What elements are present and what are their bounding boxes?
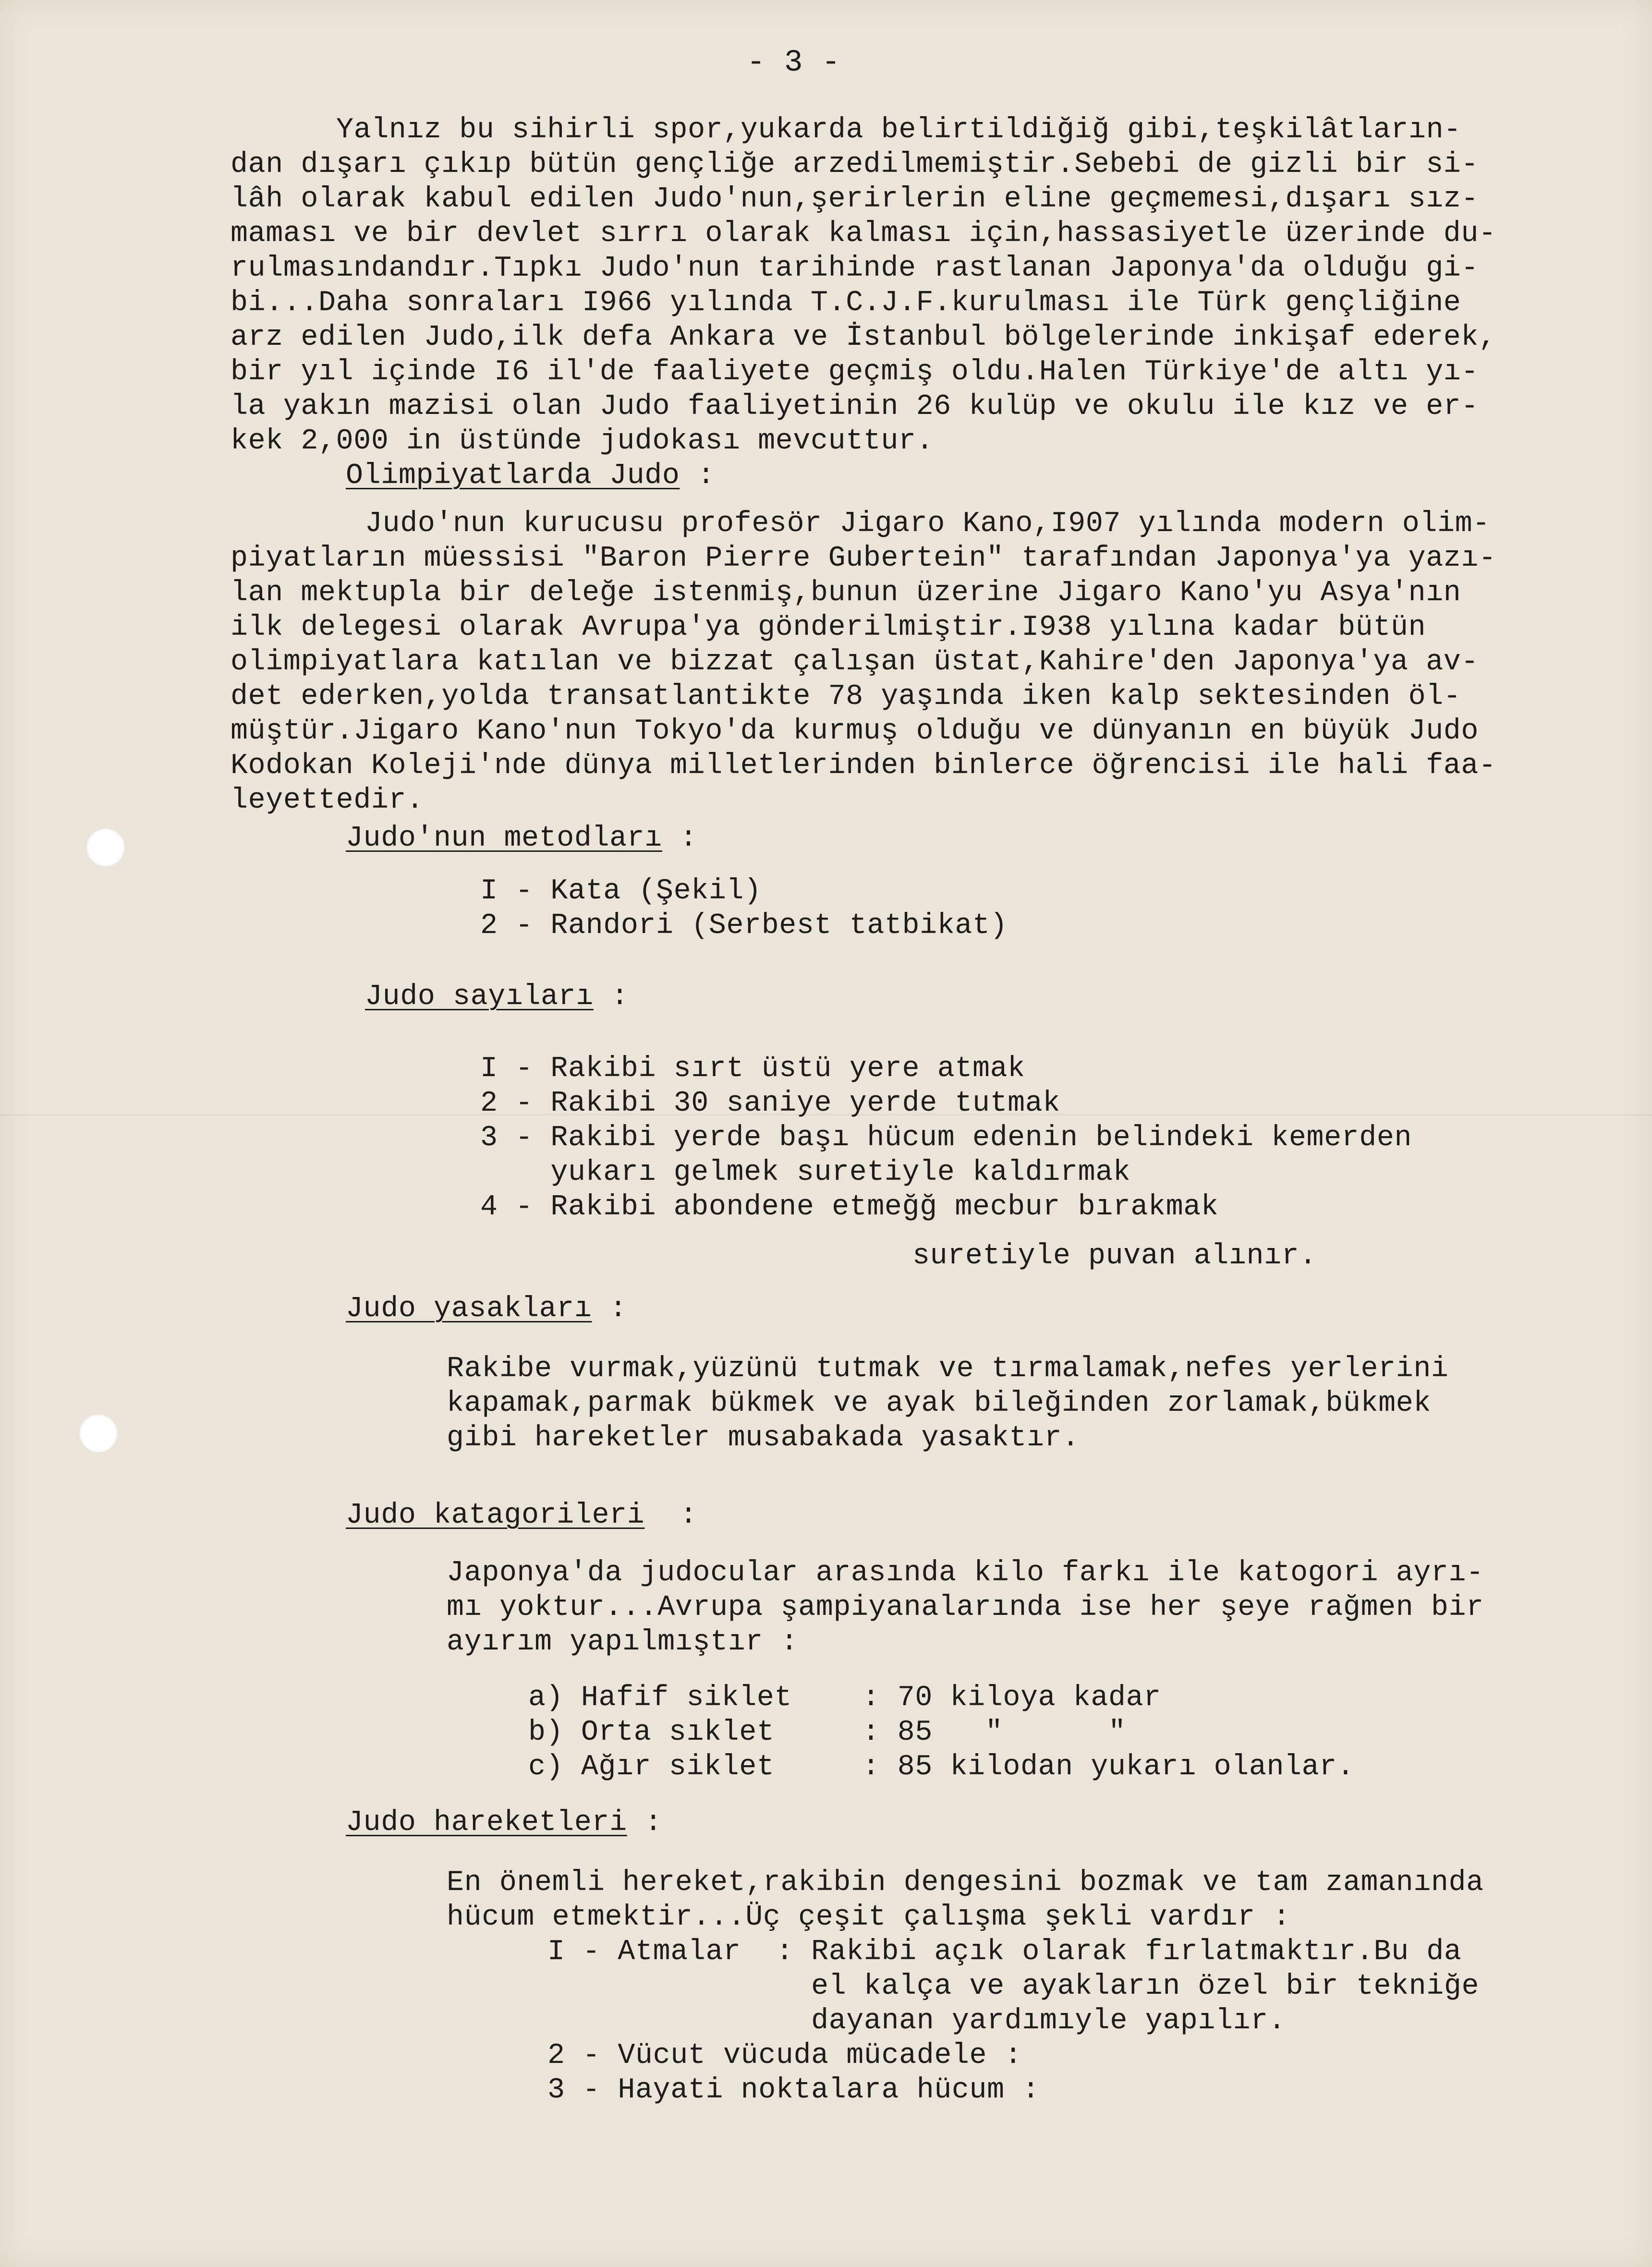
prohibitions-line: kapamak,parmak bükmek ve ayak bileğinden zorlamak,bükmek xyxy=(447,1387,1431,1420)
moves-item: I - Atmalar : Rakibi açık olarak fırlatmaktır.Bu da xyxy=(547,1936,1462,1968)
moves-item: el kalça ve ayakların özel bir tekniğe xyxy=(547,1970,1480,2003)
categories-line: Japonya'da judocular arasında kilo farkı ile katogori ayrı- xyxy=(447,1557,1484,1589)
intro-line: Yalnız bu sihirli spor,yukarda belirtildiğiğ gibi,teşkilâtların- xyxy=(336,114,1461,146)
moves-line: hücum etmektir...Üç çeşit çalışma şekli vardır : xyxy=(447,1901,1291,1934)
olympics-line: müştür.Jigaro Kano'nun Tokyo'da kurmuş olduğu ve dünyanın en büyük Judo xyxy=(231,715,1479,748)
intro-line: kek 2,000 in üstünde judokası mevcuttur. xyxy=(231,425,934,458)
intro-line: rulmasındandır.Tıpkı Judo'nun tarihinde rastlanan Japonya'da olduğu gi- xyxy=(231,252,1479,285)
moves-line: En önemli hereket,rakibin dengesini bozmak ve tam zamanında xyxy=(447,1867,1484,1899)
olympics-line: leyettedir. xyxy=(231,784,424,817)
section-heading-categories: Judo katagorileri : xyxy=(346,1499,698,1532)
points-item: I - Rakibi sırt üstü yere atmak xyxy=(480,1053,1025,1085)
intro-line: lâh olarak kabul edilen Judo'nun,şerirlerin eline geçmemesi,dışarı sız- xyxy=(231,183,1479,216)
method-item: I - Kata (Şekil) xyxy=(480,875,762,908)
points-item: 3 - Rakibi yerde başı hücum edenin belindeki kemerden xyxy=(480,1122,1412,1154)
olympics-line: olimpiyatlara katılan ve bizzat çalışan üstat,Kahire'den Japonya'ya av- xyxy=(231,646,1479,679)
section-heading-points: Judo sayıları : xyxy=(365,981,629,1013)
points-closing: suretiyle puvan alınır. xyxy=(912,1240,1317,1273)
prohibitions-line: Rakibe vurmak,yüzünü tutmak ve tırmalamak,nefes yerlerini xyxy=(447,1353,1449,1385)
punch-hole xyxy=(86,828,125,867)
categories-line: mı yoktur...Avrupa şampiyanalarında ise her şeye rağmen bir xyxy=(447,1591,1484,1624)
section-heading-prohibitions: Judo yasakları : xyxy=(346,1293,627,1325)
olympics-line: ilk delegesi olarak Avrupa'ya gönderilmiştir.I938 yılına kadar bütün xyxy=(231,611,1426,644)
olympics-line: Judo'nun kurucusu profesör Jigaro Kano,I907 yılında modern olim- xyxy=(365,508,1490,540)
intro-line: bir yıl içinde I6 il'de faaliyete geçmiş oldu.Halen Türkiye'de altı yı- xyxy=(231,356,1479,388)
olympics-line: Kodokan Koleji'nde dünya milletlerinden binlerce öğrencisi ile hali faa- xyxy=(231,750,1496,782)
section-heading-methods: Judo'nun metodları : xyxy=(346,822,698,855)
category-item: b) Orta sıklet : 85 " " xyxy=(528,1716,1126,1749)
intro-line: dan dışarı çıkıp bütün gençliğe arzedilmemiştir.Sebebi de gizli bir si- xyxy=(231,148,1479,181)
category-item: c) Ağır siklet : 85 kilodan yukarı olanlar. xyxy=(528,1751,1355,1783)
points-item: yukarı gelmek suretiyle kaldırmak xyxy=(480,1156,1131,1189)
intro-line: bi...Daha sonraları I966 yılında T.C.J.F.kurulması ile Türk gençliğine xyxy=(231,287,1461,319)
intro-line: la yakın mazisi olan Judo faaliyetinin 26 kulüp ve okulu ile kız ve er- xyxy=(231,390,1479,423)
points-item: 2 - Rakibi 30 saniye yerde tutmak xyxy=(480,1087,1060,1120)
moves-item: 2 - Vücut vücuda mücadele : xyxy=(547,2039,1022,2072)
olympics-line: det ederken,yolda transatlantikte 78 yaşında iken kalp sektesinden öl- xyxy=(231,680,1461,713)
intro-line: maması ve bir devlet sırrı olarak kalması için,hassasiyetle üzerinde du- xyxy=(231,218,1496,250)
punch-hole xyxy=(79,1414,118,1453)
olympics-line: lan mektupla bir deleğe istenmiş,bunun üzerine Jigaro Kano'yu Asya'nın xyxy=(231,577,1461,609)
page-number: - 3 - xyxy=(747,46,841,80)
intro-line: arz edilen Judo,ilk defa Ankara ve İstanbul bölgelerinde inkişaf ederek, xyxy=(231,321,1496,354)
category-item: a) Hafif siklet : 70 kiloya kadar xyxy=(528,1682,1161,1714)
categories-line: ayırım yapılmıştır : xyxy=(447,1626,799,1659)
method-item: 2 - Randori (Serbest tatbikat) xyxy=(480,909,1008,942)
prohibitions-line: gibi hareketler musabakada yasaktır. xyxy=(447,1422,1080,1455)
moves-item: dayanan yardımıyle yapılır. xyxy=(547,2005,1286,2037)
points-item: 4 - Rakibi abondene etmeğğ mecbur bırakmak xyxy=(480,1191,1219,1224)
section-heading-olympics: Olimpiyatlarda Judo : xyxy=(346,460,715,492)
section-heading-moves: Judo hareketleri : xyxy=(346,1806,662,1839)
moves-item: 3 - Hayati noktalara hücum : xyxy=(547,2074,1040,2107)
olympics-line: piyatların müessisi "Baron Pierre Gubertein" tarafından Japonya'ya yazı- xyxy=(231,542,1496,575)
